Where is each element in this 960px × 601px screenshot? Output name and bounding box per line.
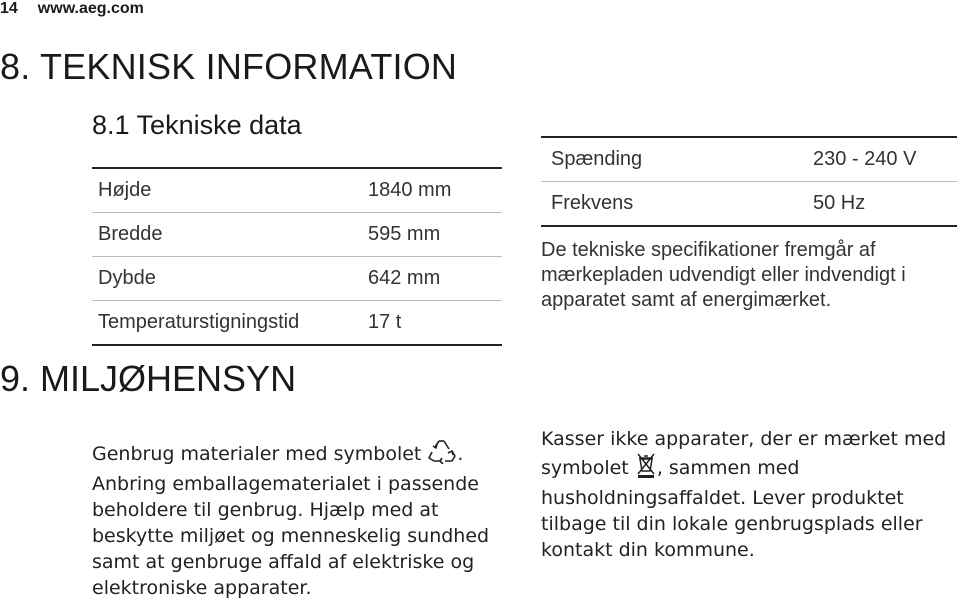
recycling-text-end: . Anbring emballagematerialet i passende beholdere til genbrug. Hjælp med at beskytte miljøet og menneskelig sundhed samt at genbruge affald af elektriske og elektroniske apparater. <box>92 443 490 599</box>
table-row <box>92 213 502 257</box>
header-url[interactable]: www.aeg.com <box>37 0 144 17</box>
tech-spec-note: De tekniske specifikationer fremgår af mærkepladen udvendigt eller indvendigt i apparatet samt af energimærket. <box>541 239 906 311</box>
table-row <box>541 182 957 227</box>
spec-label: Dybde <box>92 257 368 301</box>
table-row <box>92 301 502 346</box>
tech-data-table-right <box>541 136 957 227</box>
crossed-bin-icon <box>635 452 657 485</box>
spec-label: Temperaturstigningstid <box>92 301 368 346</box>
recycling-text-start: Genbrug materialer med symbolet <box>92 443 422 465</box>
spec-value: 642 mm <box>368 257 502 301</box>
table-row <box>92 257 502 301</box>
spec-value: 1840 mm <box>368 168 502 213</box>
spec-value: 230 - 240 V <box>813 137 957 182</box>
disposal-text-end: , sammen med husholdningsaffaldet. Lever produktet tilbage til din lokale genbrugsplads eller kontakt din kommune. <box>541 457 923 561</box>
recycle-icon <box>427 438 457 471</box>
page-header <box>0 0 144 18</box>
table-row <box>92 168 502 213</box>
spec-value: 17 t <box>368 301 502 346</box>
section-8-1-subtitle: 8.1 Tekniske data <box>92 110 302 140</box>
disposal-text-start: Kasser ikke apparater, der er mærket med symbolet <box>541 428 947 479</box>
section-9-title: 9. MILJØHENSYN <box>0 358 297 399</box>
spec-value: 50 Hz <box>813 182 957 227</box>
tech-data-table-left <box>92 167 502 346</box>
page-number: 14 <box>0 0 18 17</box>
table-row <box>541 137 957 182</box>
disposal-paragraph <box>541 426 957 563</box>
spec-label: Frekvens <box>541 182 813 227</box>
recycling-paragraph <box>92 438 512 601</box>
spec-label: Bredde <box>92 213 368 257</box>
spec-label: Spænding <box>541 137 813 182</box>
section-8-title: 8. TEKNISK INFORMATION <box>0 46 458 87</box>
spec-label: Højde <box>92 168 368 213</box>
spec-value: 595 mm <box>368 213 502 257</box>
